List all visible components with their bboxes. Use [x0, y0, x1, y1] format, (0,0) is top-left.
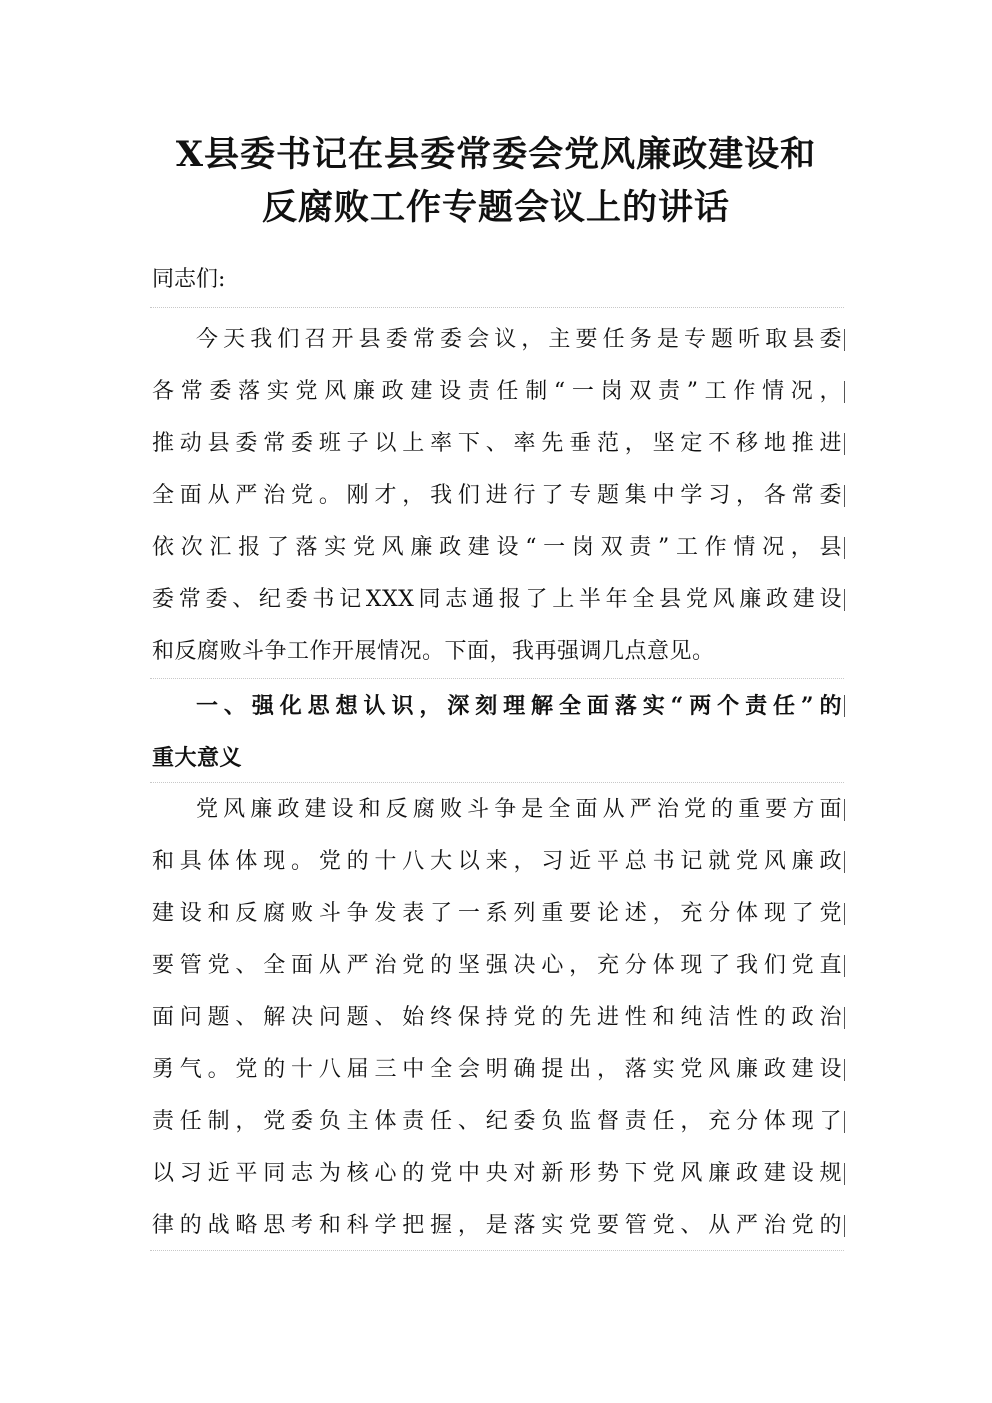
text-boundary-mark — [844, 799, 845, 821]
text-boundary-mark — [844, 695, 845, 717]
text-boundary-mark — [844, 851, 845, 873]
paragraph2-line-5: 面问题、解决问题、始终保持党的先进性和纯洁性的政治 — [152, 1005, 842, 1030]
separator — [150, 307, 844, 308]
paragraph1-line-4: 全面从严治党。刚才，我们进行了专题集中学习，各常委 — [152, 483, 842, 508]
paragraph1-line-5: 依次汇报了落实党风廉政建设“一岗双责”工作情况，县 — [152, 535, 842, 560]
paragraph1-line-6: 委常委、纪委书记XXX同志通报了上半年全县党风廉政建设 — [152, 587, 842, 612]
separator — [150, 782, 844, 783]
paragraph1-line-2: 各常委落实党风廉政建设责任制“一岗双责”工作情况， — [152, 379, 842, 404]
text-boundary-mark — [844, 1163, 845, 1185]
paragraph2-line-9: 律的战略思考和科学把握，是落实党要管党、从严治党的 — [152, 1213, 842, 1238]
text-boundary-mark — [844, 433, 845, 455]
paragraph2-line-6: 勇气。党的十八届三中全会明确提出，落实党风廉政建设 — [152, 1057, 842, 1082]
paragraph1-line-7: 和反腐败斗争工作开展情况。下面，我再强调几点意见。 — [152, 639, 715, 664]
paragraph1-line-1: 今天我们召开县委常委会议，主要任务是专题听取县委 — [196, 327, 842, 352]
heading1-line-2: 重大意义 — [152, 745, 243, 771]
paragraph2-line-2: 和具体体现。党的十八大以来，习近平总书记就党风廉政 — [152, 849, 842, 874]
text-boundary-mark — [844, 955, 845, 977]
separator — [150, 1250, 844, 1251]
text-boundary-mark — [844, 589, 845, 611]
text-boundary-mark — [844, 1007, 845, 1029]
text-boundary-mark — [844, 537, 845, 559]
document-title-line-2: 反腐败工作专题会议上的讲话 — [261, 187, 730, 228]
paragraph1-line-3: 推动县委常委班子以上率下、率先垂范，坚定不移地推进 — [152, 431, 842, 456]
text-boundary-mark — [844, 485, 845, 507]
paragraph2-line-3: 建设和反腐败斗争发表了一系列重要论述，充分体现了党 — [152, 901, 842, 926]
heading1-line-1: 一、强化思想认识，深刻理解全面落实“两个责任”的 — [196, 693, 842, 719]
text-boundary-mark — [844, 381, 845, 403]
paragraph2-line-1: 党风廉政建设和反腐败斗争是全面从严治党的重要方面 — [196, 797, 842, 822]
paragraph2-line-7: 责任制，党委负主体责任、纪委负监督责任，充分体现了 — [152, 1109, 842, 1134]
text-boundary-mark — [844, 1111, 845, 1133]
document-title-line-1: X县委书记在县委常委会党风廉政建设和 — [175, 134, 817, 175]
text-boundary-mark — [844, 1059, 845, 1081]
paragraph2-line-8: 以习近平同志为核心的党中央对新形势下党风廉政建设规 — [152, 1161, 842, 1186]
greeting: 同志们: — [152, 267, 226, 292]
separator — [150, 678, 844, 679]
text-boundary-mark — [844, 329, 845, 351]
text-boundary-mark — [844, 903, 845, 925]
paragraph2-line-4: 要管党、全面从严治党的坚强决心，充分体现了我们党直 — [152, 953, 842, 978]
text-boundary-mark — [844, 1215, 845, 1237]
